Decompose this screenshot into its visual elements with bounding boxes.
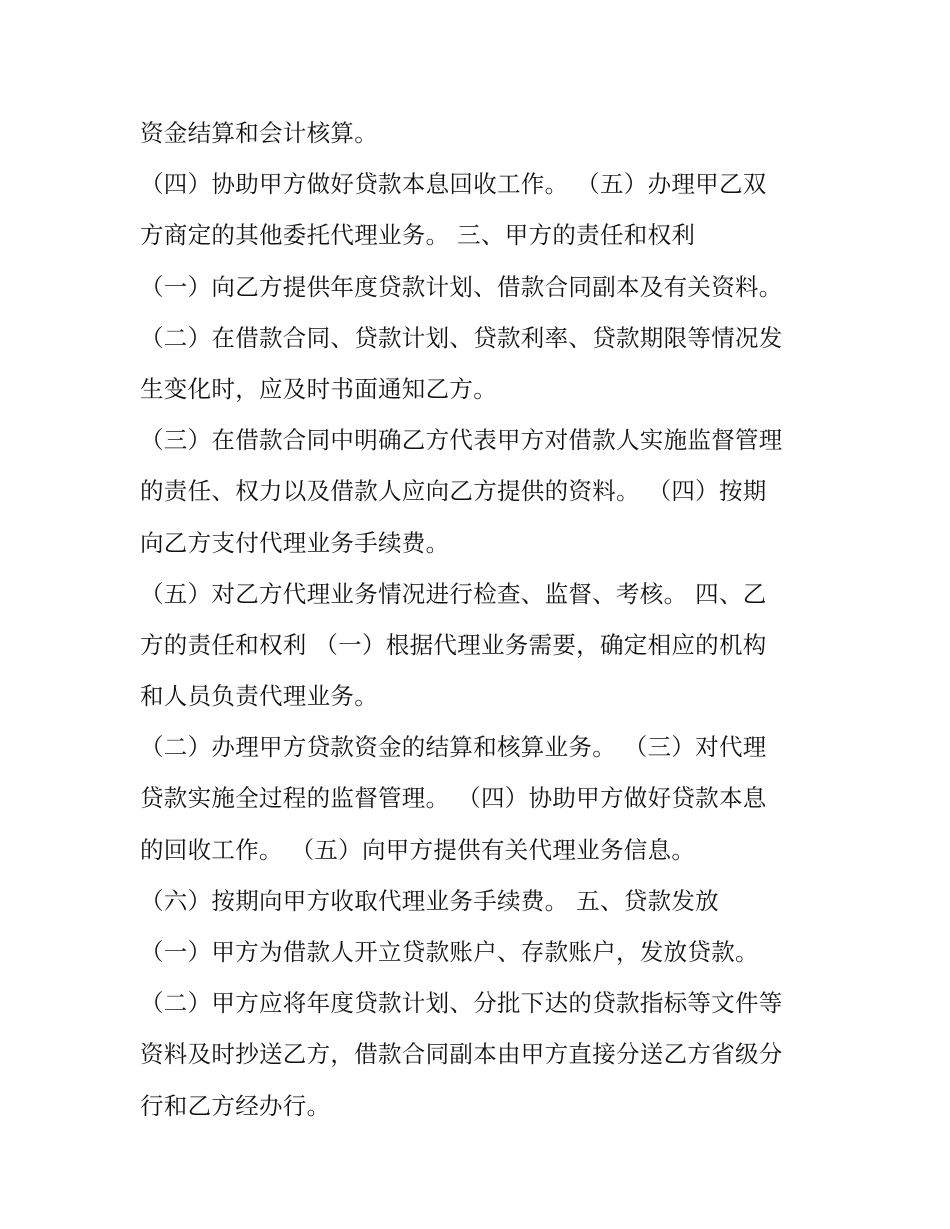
text-line: 资料及时抄送乙方，借款合同副本由甲方直接分送乙方省级分 [140, 1040, 783, 1069]
text-line: 向乙方支付代理业务手续费。 [140, 528, 450, 557]
text-line: 方商定的其他委托代理业务。 三、甲方的责任和权利 [140, 221, 696, 250]
text-line: 行和乙方经办行。 [140, 1091, 331, 1120]
text-line: （二）办理甲方贷款资金的结算和核算业务。 （三）对代理 [140, 733, 767, 762]
text-line: 生变化时，应及时书面通知乙方。 [140, 374, 497, 403]
text-line: （二）甲方应将年度贷款计划、分批下达的贷款指标等文件等 [140, 989, 783, 1018]
text-line: （四）协助甲方做好贷款本息回收工作。 （五）办理甲乙双 [140, 170, 767, 199]
text-line: （五）对乙方代理业务情况进行检查、监督、考核。 四、乙 [140, 579, 767, 608]
text-line: 的回收工作。 （五）向甲方提供有关代理业务信息。 [140, 835, 696, 864]
text-line: （一）甲方为借款人开立贷款账户、存款账户，发放贷款。 [140, 938, 759, 966]
text-line: （一）向乙方提供年度贷款计划、借款合同副本及有关资料。 [140, 272, 783, 301]
text-line: 和人员负责代理业务。 [140, 682, 378, 711]
text-line: （三）在借款合同中明确乙方代表甲方对借款人实施监督管理 [140, 426, 783, 455]
text-line: （二）在借款合同、贷款计划、贷款利率、贷款期限等情况发 [140, 323, 783, 352]
document-body [140, 108, 820, 1132]
text-line: 贷款实施全过程的监督管理。 （四）协助甲方做好贷款本息 [140, 784, 767, 813]
text-line: 方的责任和权利 （一）根据代理业务需要，确定相应的机构 [140, 630, 767, 659]
text-line: 的责任、权力以及借款人应向乙方提供的资料。 （四）按期 [140, 477, 767, 506]
text-line: 资金结算和会计核算。 [140, 119, 378, 147]
text-line: （六）按期向甲方收取代理业务手续费。 五、贷款发放 [140, 886, 719, 915]
